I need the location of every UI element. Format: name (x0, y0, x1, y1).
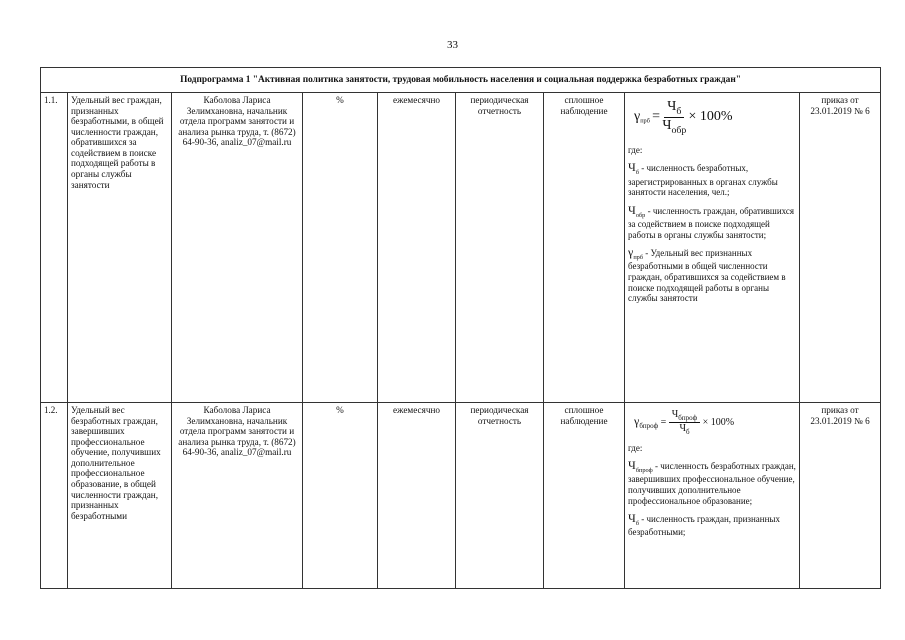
data-source: периодическая отчетность (456, 93, 544, 403)
approval-order: приказ от 23.01.2019 № 6 (800, 93, 881, 403)
unit-of-measure: % (303, 93, 378, 403)
formula-where: где: (628, 144, 643, 155)
formula-expression: $\gamma_{прб}$ = $\frac{Ч_б}{Ч_{обр}}$ × 100% (634, 99, 733, 137)
unit-of-measure: % (303, 403, 378, 589)
formula-definition: $Ч_{бпроф}$ - численность безработных граждан, завершивших профессиональное обучение, получивших дополнительное профессиональное образование; (628, 458, 796, 506)
observation-method: сплошное наблюдение (544, 93, 625, 403)
approval-order: приказ от 23.01.2019 № 6 (800, 403, 881, 589)
responsible-person: Каболова Лариса Зелимхановна, начальник отдела программ занятости и анализа рынка труда, т. (8672) 64-90-36, analiz_07@mail.ru (172, 403, 303, 589)
observation-method: сплошное наблюдение (544, 403, 625, 589)
data-source: периодическая отчетность (456, 403, 544, 589)
frequency: ежемесячно (378, 403, 456, 589)
indicator-name: Удельный вес граждан, признанных безработными, в общей численности граждан, обратившихся за содействием в поиске подходящей работы в органы службы занятости (68, 93, 172, 403)
formula-expression: $\gamma_{бпроф}$ = $\frac{Ч_{бпроф}}{Ч_б}$ × 100% (634, 409, 735, 437)
responsible-person: Каболова Лариса Зелимхановна, начальник отдела программ занятости и анализа рынка труда, т. (8672) 64-90-36, analiz_07@mail.ru (172, 93, 303, 403)
indicators-table (40, 67, 881, 589)
table-row (41, 93, 881, 403)
formula-definition: $Ч_б$ - численность безработных, зарегистрированных в органах службы занятости населения, чел.; (628, 160, 778, 198)
calculation-formula (625, 403, 800, 589)
subprogram-title: Подпрограмма 1 "Активная политика занятости, трудовая мобильность населения и социальная поддержка безработных граждан" (41, 68, 881, 93)
row-number: 1.1. (41, 93, 68, 403)
calculation-formula (625, 93, 800, 403)
formula-where: где: (628, 442, 643, 453)
formula-definition: $\gamma_{прб}$ - Удельный вес признанных безработными в общей численности граждан, обратившихся за содействием в поиске подходящей работы в органы службы занятости (628, 245, 786, 304)
row-number: 1.2. (41, 403, 68, 589)
indicator-name: Удельный вес безработных граждан, завершивших профессиональное обучение, получивших дополнительное профессиональное образование, в общей численности граждан, признанных безработными (68, 403, 172, 589)
table-row (41, 403, 881, 589)
formula-definition: $Ч_б$ - численность граждан, признанных безработными; (628, 511, 780, 538)
formula-definition: $Ч_{обр}$ - численность граждан, обратившихся за содействием в поиске подходящей работы в органы службы занятости; (628, 202, 795, 240)
page-number: 33 (447, 39, 458, 51)
frequency: ежемесячно (378, 93, 456, 403)
